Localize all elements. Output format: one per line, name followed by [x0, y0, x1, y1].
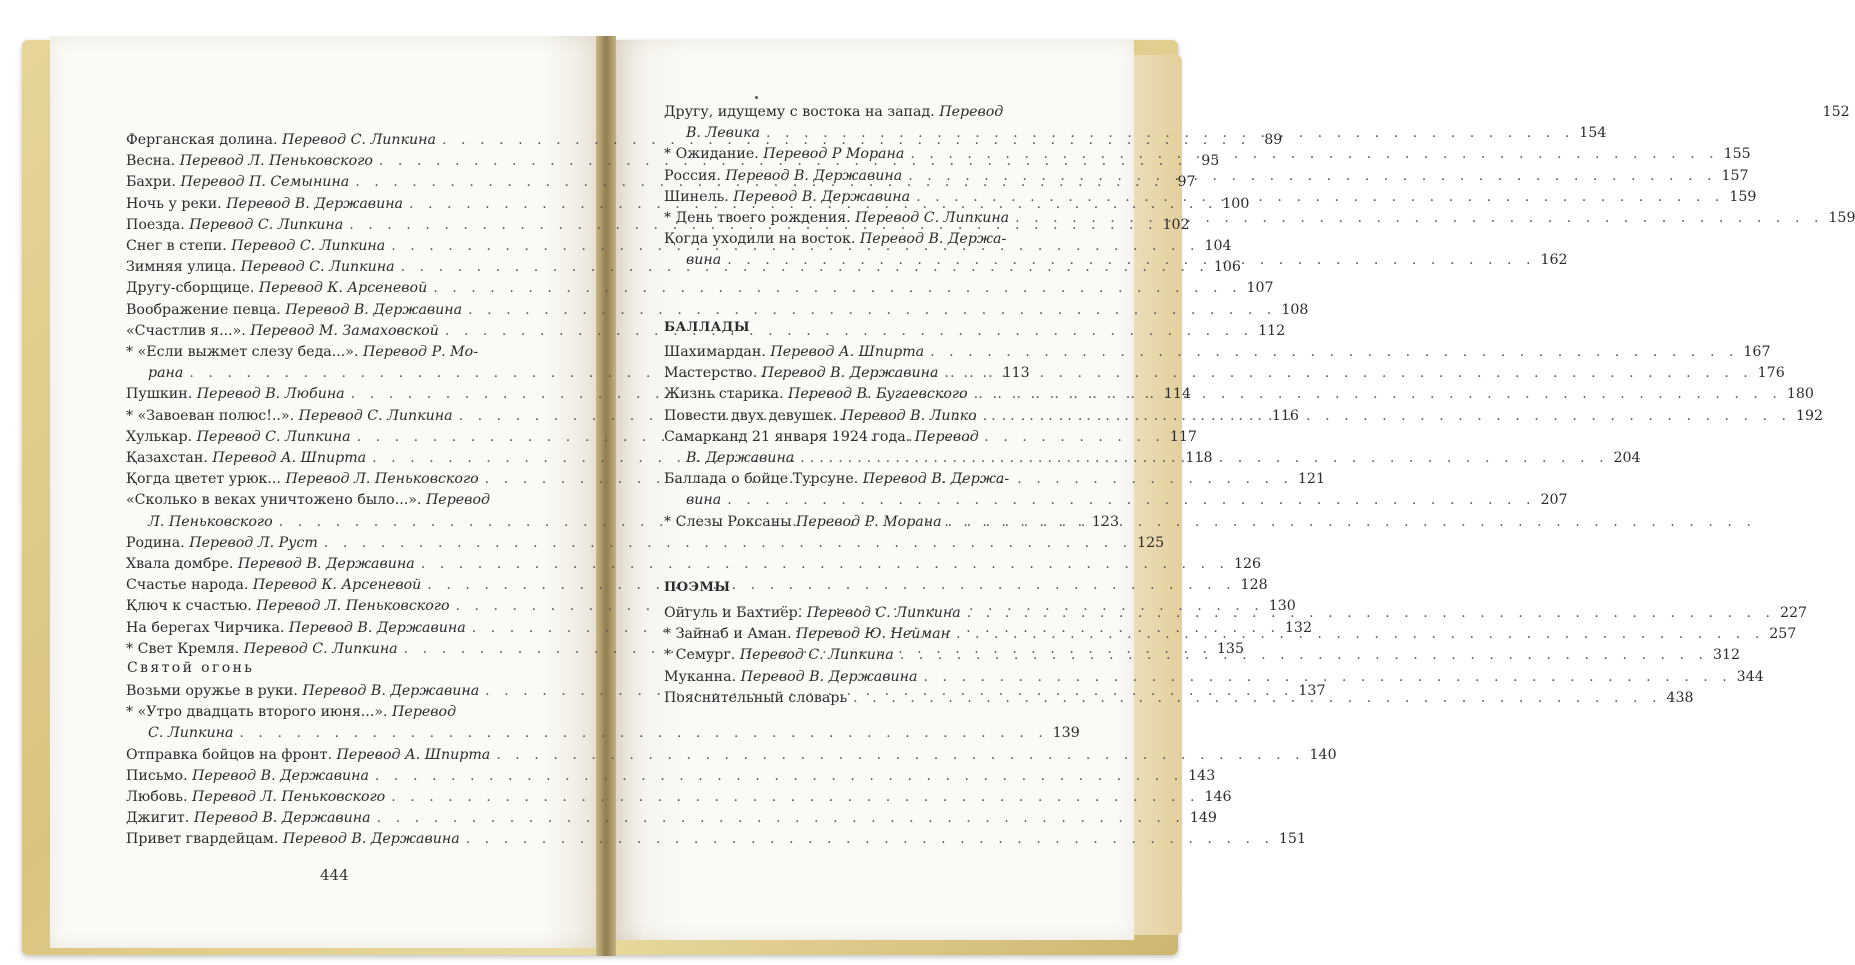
entry-title: Родина. — [126, 534, 185, 551]
toc-entry-text — [126, 829, 460, 850]
entry-title: * День твоего рождения. — [664, 210, 851, 227]
entry-page: 207 — [1540, 492, 1568, 509]
page-mark — [755, 96, 758, 99]
toc-entry-text — [126, 745, 490, 766]
section-title-poems: ПОЭМЫ — [664, 580, 731, 595]
toc-entry-text — [664, 427, 979, 448]
dot-leader — [460, 829, 1274, 850]
toc-entry-line — [126, 745, 1337, 766]
toc-entry-text — [126, 427, 351, 448]
entry-page: 135 — [1216, 640, 1244, 657]
dot-leader — [942, 512, 1756, 533]
toc-entry-text — [664, 363, 938, 384]
entry-translator: Перевод С. Липкина — [189, 216, 344, 233]
entry-page: 117 — [1169, 428, 1197, 445]
toc-entry-text — [126, 469, 479, 490]
toc-entry-text — [126, 151, 373, 172]
toc-entry — [126, 300, 1309, 321]
entry-page: 140 — [1309, 746, 1337, 763]
toc-entry-text — [126, 490, 490, 511]
dot-leader — [721, 490, 1535, 511]
section-title-ballads: БАЛЛАДЫ — [664, 320, 750, 335]
entry-translator: Перевод С. Липкина — [243, 640, 398, 657]
entry-title: Пушкин. — [126, 386, 193, 403]
entry-translator-cont: вина — [686, 252, 722, 269]
entry-page-first: 152 — [1822, 104, 1850, 120]
toc-entry-line — [664, 469, 1050, 490]
entry-translator: Перевод В. Державина — [725, 167, 903, 184]
toc-entry — [126, 766, 1216, 787]
dot-leader — [318, 533, 1132, 554]
entry-translator: Перевод Л. Пеньковского — [256, 598, 450, 615]
entry-page: 159 — [1729, 188, 1757, 205]
entry-title: Самарканд 21 января 1924 года. — [664, 428, 911, 445]
toc-entry — [664, 363, 1785, 384]
entry-page: 132 — [1284, 619, 1312, 636]
entry-translator-cont: рана — [148, 365, 184, 382]
entry-page: 95 — [1201, 153, 1220, 170]
toc-entry-text — [126, 300, 462, 321]
entry-translator-cont: вина — [686, 492, 722, 509]
entry-translator: Перевод В. Державина — [761, 365, 939, 382]
entry-translator: Перевод В. Державина — [282, 831, 460, 848]
entry-translator: Перевод С. Липкина — [282, 132, 436, 148]
entry-page: 162 — [1540, 252, 1568, 269]
toc-entry-line — [664, 229, 1050, 250]
entry-page: 118 — [1185, 450, 1213, 467]
entry-page: 176 — [1757, 365, 1785, 382]
entry-page: 146 — [1204, 789, 1232, 806]
dot-leader — [961, 603, 1775, 624]
entry-page: 155 — [1723, 146, 1751, 163]
toc-entry-line — [126, 723, 1080, 744]
entry-title: Муканна. — [664, 668, 737, 685]
dot-leader — [902, 166, 1716, 187]
entry-title: * «Завоеван полюс!..». — [126, 407, 295, 424]
toc-entry-text — [664, 102, 1003, 123]
entry-title: Привет гвардейцам. — [126, 831, 279, 848]
entry-translator: Перевод В. Державина — [288, 619, 466, 636]
entry-translator: Перевод Л. Пеньковского — [179, 153, 373, 170]
entry-page: 344 — [1736, 668, 1764, 685]
dot-leader — [1009, 208, 1823, 229]
entry-title: Қлюч к счастью. — [126, 598, 252, 615]
dot-leader — [894, 645, 1708, 666]
entry-title: Бахри. — [126, 174, 176, 191]
dot-leader — [439, 321, 1253, 342]
toc-entry — [664, 512, 1050, 533]
entry-title: Хулькар. — [126, 428, 193, 445]
toc-entry-line — [664, 102, 1850, 123]
entry-page: 128 — [1240, 577, 1268, 594]
entry-title: Ночь у реки. — [126, 195, 222, 212]
toc-entry-text — [664, 229, 1006, 250]
entry-page: 143 — [1188, 767, 1216, 784]
entry-translator: Перевод А. Шпирта — [770, 344, 925, 360]
entry-translator: Перевод С. Липкина — [739, 647, 894, 664]
toc-entry-text — [126, 639, 398, 660]
entry-title: Письмо. — [126, 767, 188, 784]
toc-entry-line — [126, 278, 1274, 299]
entry-translator: Перевод В. Державина — [237, 556, 415, 573]
entry-title: Қогда цветет урюк... — [126, 471, 281, 488]
toc-entry — [126, 554, 1262, 575]
toc-entry-text — [126, 321, 439, 342]
toc-entry-line — [126, 702, 530, 723]
entry-title: Отправка бойцов на фронт. — [126, 746, 332, 763]
entry-title: Хвала домбре. — [126, 556, 234, 573]
toc-entry — [126, 829, 1306, 850]
toc-entry — [126, 533, 1165, 554]
dot-leader — [385, 787, 1199, 808]
entry-page: 123 — [1091, 513, 1119, 530]
entry-title: «Счастлив я...». — [126, 322, 246, 339]
toc-entry-text — [664, 166, 902, 187]
dot-leader — [904, 144, 1718, 165]
entry-title: * Свет Кремля. — [126, 640, 240, 657]
dot-leader — [938, 363, 1752, 384]
entry-translator: Перевод К. Арсеневой — [252, 577, 422, 594]
page-number: 444 — [320, 866, 349, 884]
entry-translator: Перевод В. Державина — [740, 668, 918, 685]
entry-translator-cont: Л. Пеньковского — [148, 513, 273, 530]
entry-title: Другу-сборщице. — [126, 280, 255, 297]
entry-translator: Перевод С. Липкина — [806, 605, 961, 621]
toc-entry — [664, 342, 1771, 363]
toc-entry-text — [664, 512, 942, 533]
entry-page: 159 — [1828, 210, 1855, 227]
entry-title: Ойгуль и Бахтиёр. — [664, 605, 803, 621]
dot-leader — [490, 745, 1304, 766]
dot-leader — [910, 187, 1724, 208]
toc-entry-text — [126, 236, 385, 257]
entry-title: Весна. — [126, 153, 176, 170]
entry-title: Россия. — [664, 167, 721, 184]
entry-page: 108 — [1281, 301, 1309, 318]
toc-entry-text — [664, 624, 950, 645]
entry-title: * «Если выжмет слезу беда...». — [126, 344, 359, 361]
toc-entry-line — [126, 808, 1217, 829]
toc-entry-text — [126, 342, 478, 363]
entry-page: 257 — [1769, 626, 1797, 643]
entry-translator: Перевод В. Державина — [733, 188, 911, 205]
toc-entry — [126, 808, 1217, 829]
toc-entry-text — [664, 342, 924, 363]
entry-translator: Перевод П. Семынина — [180, 174, 350, 191]
entry-title: * Зайнаб и Аман. — [664, 626, 792, 643]
entry-page: 130 — [1268, 598, 1296, 615]
toc-entry-text — [126, 681, 479, 702]
toc-entry-line — [664, 342, 1771, 363]
dot-leader — [421, 575, 1235, 596]
section-title-holy-fire: Святой огонь — [127, 660, 255, 676]
toc-entry-text — [664, 688, 847, 709]
entry-translator: Перевод А. Шпирта — [212, 450, 367, 467]
dot-leader — [917, 667, 1731, 688]
toc-entry-text — [126, 194, 403, 215]
entry-translator: Перевод В. Держа- — [862, 471, 1010, 488]
entry-translator: Перевод — [425, 492, 490, 509]
entry-translator: Перевод С. Липкина — [240, 259, 395, 276]
toc-entry-text — [126, 172, 349, 193]
entry-translator: Перевод С. Липкина — [855, 210, 1010, 227]
entry-page: 126 — [1233, 556, 1262, 573]
entry-title: * «Утро двадцать второго июня...». — [126, 704, 388, 721]
toc-entry-text — [664, 384, 968, 405]
toc-entry-text — [126, 766, 369, 787]
entry-translator: Перевод Л. Пеньковского — [285, 471, 479, 488]
entry-title: Возьми оружье в руки. — [126, 683, 298, 699]
toc-entry-line — [126, 829, 1306, 850]
toc-entry-text — [664, 667, 917, 688]
entry-title: Зимняя улица. — [126, 259, 237, 276]
entry-title: Мастерство. — [664, 365, 758, 382]
toc-entry — [126, 787, 1232, 808]
dot-leader — [950, 624, 1764, 645]
toc-entry-line — [126, 490, 530, 511]
entry-translator: Перевод Р. Мо- — [363, 344, 478, 361]
entry-page: 204 — [1613, 450, 1641, 467]
toc-entry-line — [126, 533, 1165, 554]
entry-translator: Перевод С. Липкина — [196, 428, 351, 445]
dot-leader — [462, 300, 1276, 321]
entry-page: 121 — [1297, 471, 1325, 488]
entry-translator: Перевод В. Бугаевского — [787, 386, 968, 403]
dot-leader — [977, 406, 1791, 427]
entry-title: * Семург. — [664, 647, 736, 664]
entry-translator: Перевод В. Державина — [302, 683, 480, 699]
entry-translator: Перевод В. Любина — [196, 386, 345, 403]
entry-translator: Перевод Л. Пеньковского — [192, 789, 386, 806]
entry-title: На берегах Чирчика. — [126, 619, 285, 636]
toc-entry-line — [664, 427, 1050, 448]
entry-title: Шахимардан. — [664, 344, 766, 360]
toc-entry-text — [664, 144, 904, 165]
entry-page: 102 — [1162, 216, 1190, 233]
entry-title: Баллада о бойце Турсуне. — [664, 471, 859, 488]
entry-title: Повести двух девушек. — [664, 407, 838, 424]
entry-page: 114 — [1163, 386, 1191, 403]
entry-title: Другу, идущему с востока на запад. — [664, 104, 935, 120]
toc-entry-text — [126, 406, 453, 427]
entry-title: Джигит. — [126, 810, 190, 827]
entry-title: «Сколько в веках уничтожено было...». — [126, 492, 422, 509]
entry-translator: Перевод М. Замаховской — [250, 322, 439, 339]
entry-title: Любовь. — [126, 789, 188, 806]
dot-leader — [721, 250, 1535, 271]
dot-leader — [760, 123, 1574, 144]
entry-page: 154 — [1579, 125, 1607, 142]
toc-entry-line — [126, 342, 530, 363]
entry-page: 312 — [1712, 647, 1741, 664]
toc-entry-text — [126, 448, 366, 469]
entry-translator: Перевод В. Державина — [193, 810, 371, 827]
dot-leader — [427, 278, 1241, 299]
entry-title: Ферганская долина. — [126, 132, 278, 148]
entry-title: * Слезы Роксаны — [664, 513, 792, 530]
toc-entry-text — [664, 645, 894, 666]
entry-translator-cont: С. Липкина — [148, 725, 234, 742]
entry-page: 151 — [1278, 831, 1306, 848]
entry-translator: Перевод Р. Морана — [796, 513, 942, 530]
toc-entry-text — [126, 278, 427, 299]
toc-entry-text — [126, 787, 385, 808]
toc-entry-text — [126, 702, 456, 723]
toc-entry-text — [126, 257, 395, 278]
entry-translator: Перевод А. Шпирта — [336, 746, 491, 763]
entry-translator: Перевод С. Липкина — [231, 238, 386, 255]
entry-page: 100 — [1222, 195, 1250, 212]
toc-entry-text — [126, 384, 345, 405]
entry-page: 227 — [1779, 605, 1808, 621]
toc-entry — [126, 702, 1080, 744]
entry-title: Қазахстан. — [126, 450, 208, 467]
toc-entry-line — [126, 787, 1232, 808]
entry-title: Поезда. — [126, 216, 185, 233]
entry-page: 107 — [1246, 280, 1274, 297]
entry-page: 137 — [1298, 683, 1326, 699]
toc-entry-text — [126, 533, 318, 554]
dot-leader — [968, 384, 1782, 405]
toc-entry — [664, 667, 1764, 688]
entry-page: 167 — [1743, 344, 1771, 360]
entry-title: Снег в степи. — [126, 238, 227, 255]
toc-entry-text — [664, 469, 1009, 490]
toc-entry-text — [126, 554, 415, 575]
entry-page: 192 — [1795, 407, 1824, 424]
entry-page: 112 — [1258, 322, 1286, 339]
entry-page: 180 — [1786, 386, 1814, 403]
toc-entry-line — [126, 300, 1309, 321]
entry-page: 116 — [1271, 407, 1299, 424]
toc-entry-line — [664, 667, 1764, 688]
entry-translator-cont: В. Левика — [686, 125, 761, 142]
entry-translator: Перевод В. Державина — [192, 767, 369, 784]
entry-translator: Перевод — [914, 428, 979, 445]
entry-translator: Перевод С. Липкина — [298, 407, 453, 424]
dot-leader — [794, 448, 1608, 469]
toc-entry — [126, 278, 1274, 299]
dot-leader — [415, 554, 1229, 575]
toc-entry-text — [664, 208, 1009, 229]
entry-page: 106 — [1213, 259, 1241, 276]
dot-leader — [924, 342, 1738, 363]
entry-translator: Перевод В. Державина — [226, 195, 404, 212]
entry-title: Счастье народа. — [126, 577, 249, 594]
entry-translator: Перевод В. Держа- — [859, 231, 1007, 248]
entry-page: 97 — [1177, 174, 1196, 191]
toc-entry-text — [126, 808, 371, 829]
toc-entry-text — [664, 603, 961, 624]
entry-translator: Перевод В. Державина — [285, 301, 463, 318]
toc-entry-text — [664, 187, 910, 208]
toc-entry-line — [664, 512, 1050, 533]
entry-translator: Перевод — [939, 104, 1004, 120]
toc-entry-text — [126, 575, 421, 596]
entry-page: 139 — [1052, 725, 1080, 742]
entry-title: Қогда уходили на восток. — [664, 231, 856, 248]
entry-translator: Перевод В. Липко — [841, 407, 977, 424]
entry-title: Шинель. — [664, 188, 729, 205]
toc-entry-line — [664, 363, 1785, 384]
entry-page: 104 — [1204, 238, 1232, 255]
entry-translator: Перевод Ю. Нейман — [796, 626, 950, 643]
toc-entry-text — [126, 618, 466, 639]
dot-leader — [847, 688, 1661, 709]
entry-page: 438 — [1666, 689, 1694, 706]
entry-translator-cont: В. Державина — [686, 450, 795, 467]
entry-title: Жизнь старика. — [664, 386, 784, 403]
toc-entry-line — [126, 766, 1216, 787]
entry-title: Пояснительный словарь — [664, 689, 848, 706]
entry-title: * Ожидание. — [664, 146, 759, 163]
entry-page: 149 — [1189, 810, 1217, 827]
dot-leader — [369, 766, 1183, 787]
toc-entry-text — [126, 130, 436, 151]
entry-page: 113 — [1002, 365, 1030, 382]
entry-translator: Перевод — [392, 704, 457, 721]
entry-translator: Перевод Р Морана — [763, 146, 905, 163]
dot-leader — [371, 808, 1185, 829]
entry-page: 89 — [1264, 132, 1283, 148]
dot-leader — [233, 723, 1047, 744]
entry-translator: Перевод К. Арсеневой — [258, 280, 428, 297]
entry-page: 157 — [1721, 167, 1749, 184]
entry-title: Воображение певца. — [126, 301, 281, 318]
toc-entry-line — [664, 490, 1568, 511]
toc-entry-text — [126, 596, 449, 617]
toc-entry-text — [664, 406, 977, 427]
entry-page: 125 — [1137, 534, 1165, 551]
toc-entry-text — [126, 215, 343, 236]
toc-entry — [126, 745, 1337, 766]
toc-entry-line — [126, 554, 1262, 575]
entry-translator: Перевод Л. Руст — [189, 534, 318, 551]
